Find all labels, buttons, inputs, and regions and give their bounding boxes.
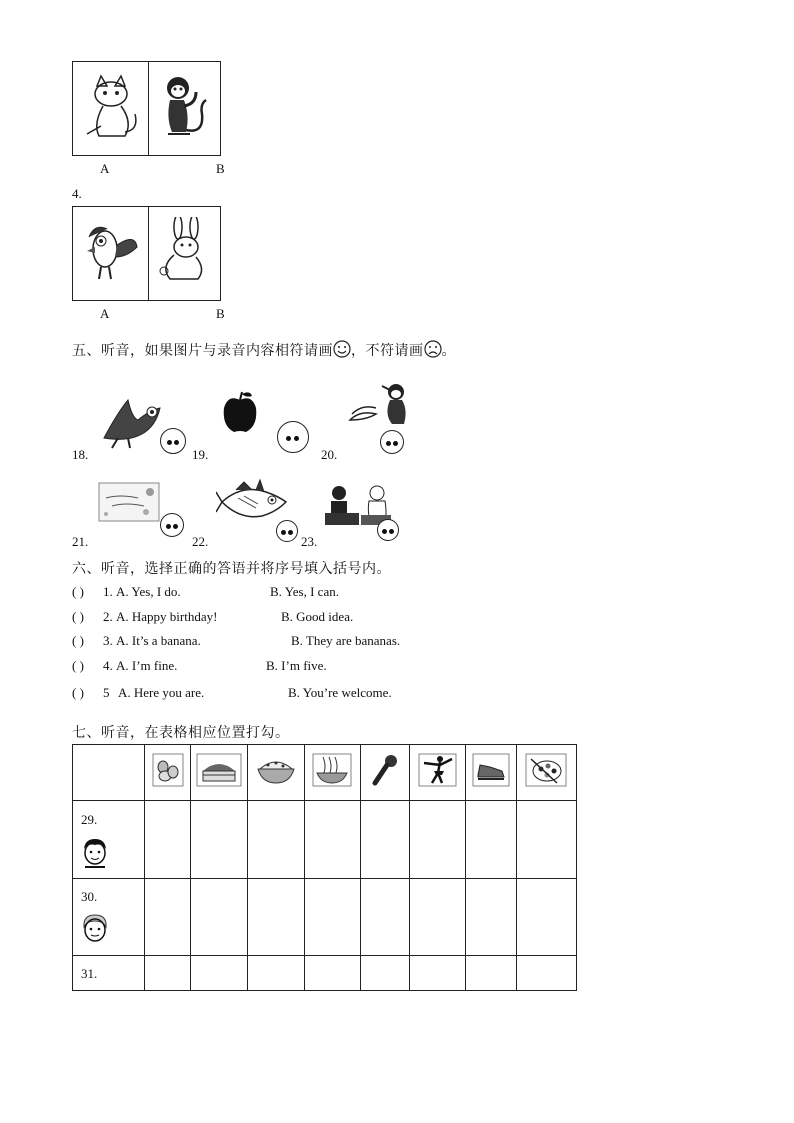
dancer-icon: [410, 745, 465, 795]
answer-cell[interactable]: [305, 879, 361, 956]
picture-cell-a: [73, 62, 149, 155]
option-a[interactable]: A. Yes, I do.: [116, 584, 181, 599]
item-number: 20.: [321, 447, 338, 462]
row-label-cell: [73, 801, 145, 879]
face-circle[interactable]: [276, 520, 298, 542]
table-header-row: [73, 745, 577, 801]
answer-cell[interactable]: [466, 801, 517, 879]
picture-pair-4: [72, 206, 221, 301]
option-b[interactable]: B. Good idea.: [281, 609, 354, 624]
face-circle[interactable]: [377, 519, 399, 541]
section-5-heading: [72, 340, 456, 360]
header-cell-noodles: [305, 745, 361, 801]
option-a[interactable]: A. Happy birthday!: [116, 609, 218, 624]
monkey-banana-icon: [346, 380, 416, 430]
answer-cell[interactable]: [191, 879, 248, 956]
row-label-cell: [73, 956, 145, 991]
answer-cell[interactable]: [517, 801, 577, 879]
option-label-a: A: [100, 161, 110, 176]
question-number: 3.: [103, 633, 113, 648]
table-corner-cell: [73, 745, 145, 801]
picture-cell-b: [148, 62, 220, 155]
header-cell-rice: [248, 745, 305, 801]
option-a[interactable]: A. It’s a banana.: [116, 633, 201, 648]
microphone-icon: [361, 745, 409, 795]
answer-cell[interactable]: [410, 956, 466, 991]
header-cell-cake: [191, 745, 248, 801]
option-label-b: B: [216, 306, 225, 321]
question-number: 2.: [103, 609, 113, 624]
rabbit-icon: [154, 217, 214, 287]
option-b[interactable]: B. I’m five.: [266, 658, 327, 673]
bird-fish-icon: [98, 390, 168, 450]
question-row: [72, 633, 492, 651]
question-number: 5: [103, 685, 110, 700]
answer-cell[interactable]: [361, 956, 410, 991]
shoes-icon: [466, 745, 516, 795]
answer-cell[interactable]: [517, 956, 577, 991]
option-a[interactable]: A. I’m fine.: [116, 658, 178, 673]
header-cell-dancer: [410, 745, 466, 801]
option-b[interactable]: B. You’re welcome.: [288, 685, 392, 700]
answer-cell[interactable]: [248, 956, 305, 991]
noodles-icon: [305, 745, 360, 795]
face-circle[interactable]: [380, 430, 404, 454]
item-number: 18.: [72, 447, 89, 462]
answer-cell[interactable]: [145, 801, 191, 879]
answer-cell[interactable]: [517, 879, 577, 956]
eggs-icon: [145, 745, 190, 795]
question-number: 1.: [103, 584, 113, 599]
question-number: 4.: [103, 658, 113, 673]
row-number: 29.: [81, 812, 98, 827]
answer-cell[interactable]: [361, 801, 410, 879]
picture-cell-a: [73, 207, 149, 300]
heading-text-2: ，不符请画: [351, 343, 424, 359]
answer-table: [72, 744, 577, 991]
table-row: [73, 879, 577, 956]
section-7-heading: 七、听音，在表格相应位置打勾。: [72, 725, 290, 741]
face-circle[interactable]: [160, 513, 184, 537]
heading-text-end: 。: [441, 343, 456, 359]
header-cell-microphone: [361, 745, 410, 801]
cat-icon: [83, 74, 143, 144]
header-cell-eggs: [145, 745, 191, 801]
picture-pair-3: [72, 61, 221, 156]
answer-parenthesis[interactable]: ( ): [72, 584, 84, 599]
option-a[interactable]: A. Here you are.: [118, 685, 205, 700]
header-cell-shoes: [466, 745, 517, 801]
question-row: [72, 609, 492, 627]
question-row: [72, 685, 492, 703]
bird-icon: [81, 217, 141, 287]
row-number: 31.: [81, 966, 98, 981]
answer-cell[interactable]: [145, 879, 191, 956]
item-number: 19.: [192, 447, 209, 462]
table-row: [73, 801, 577, 879]
sad-face-icon: [424, 340, 442, 358]
row-label-cell: [73, 879, 145, 956]
answer-cell[interactable]: [248, 801, 305, 879]
answer-cell[interactable]: [466, 879, 517, 956]
paint-palette-icon: [517, 745, 576, 795]
section-6-heading: 六、听音，选择正确的答语并将序号填入括号内。: [72, 561, 391, 577]
option-label-b: B: [216, 161, 225, 176]
table-row: [73, 956, 577, 991]
answer-parenthesis[interactable]: ( ): [72, 658, 84, 673]
answer-parenthesis[interactable]: ( ): [72, 685, 84, 700]
answer-cell[interactable]: [410, 879, 466, 956]
row-number: 30.: [81, 889, 98, 904]
apple-icon: [220, 390, 260, 434]
heading-text-1: 五、听音，如果图片与录音内容相符请画: [72, 343, 333, 359]
question-row: [72, 658, 492, 676]
cake-icon: [191, 745, 247, 795]
option-label-a: A: [100, 306, 110, 321]
item-number: 22.: [192, 534, 209, 549]
new-year-card-icon: [98, 482, 160, 522]
header-cell-palette: [517, 745, 577, 801]
picture-cell-b: [148, 207, 220, 300]
answer-cell[interactable]: [305, 956, 361, 991]
monkey-icon: [156, 74, 212, 144]
answer-parenthesis[interactable]: ( ): [72, 633, 84, 648]
answer-cell[interactable]: [305, 801, 361, 879]
answer-cell[interactable]: [361, 879, 410, 956]
fish-icon: [216, 478, 296, 522]
question-number: 4.: [72, 186, 82, 201]
answer-cell[interactable]: [410, 801, 466, 879]
woman-face-icon: [81, 913, 109, 945]
answer-cell[interactable]: [145, 956, 191, 991]
answer-cell[interactable]: [191, 956, 248, 991]
boy-face-icon: [81, 837, 109, 869]
item-number: 23.: [301, 534, 318, 549]
option-b[interactable]: B. Yes, I can.: [270, 584, 339, 599]
item-number: 21.: [72, 534, 89, 549]
option-b[interactable]: B. They are bananas.: [291, 633, 401, 648]
face-circle[interactable]: [160, 428, 186, 454]
answer-parenthesis[interactable]: ( ): [72, 609, 84, 624]
answer-cell[interactable]: [248, 879, 305, 956]
answer-cell[interactable]: [466, 956, 517, 991]
answer-cell[interactable]: [191, 801, 248, 879]
face-circle[interactable]: [277, 421, 309, 453]
smiley-face-icon: [333, 340, 351, 358]
question-row: [72, 584, 492, 602]
rice-icon: [248, 745, 304, 795]
